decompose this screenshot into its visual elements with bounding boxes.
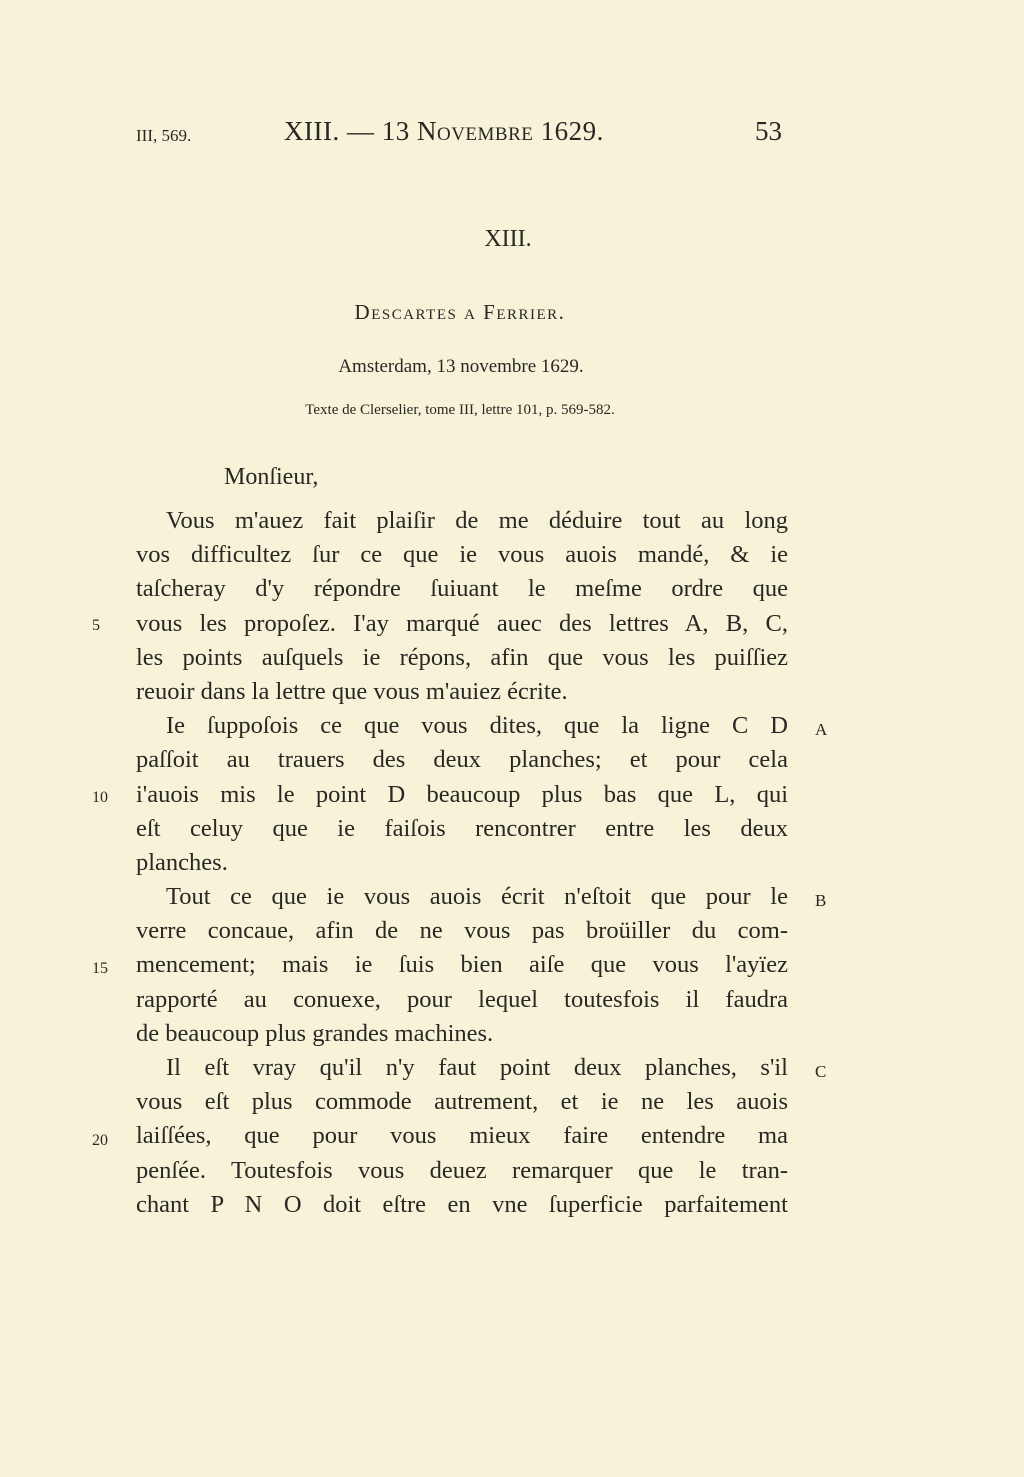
running-title-roman: XIII. <box>284 116 340 146</box>
line-number: 15 <box>92 960 108 977</box>
page-number: 53 <box>755 116 782 146</box>
line-number: 5 <box>92 617 100 634</box>
running-title-dash: — <box>346 116 375 146</box>
running-title-year: 1629. <box>540 116 604 146</box>
running-head <box>136 116 788 156</box>
body-line: les points auſquels ie répons, afin que vous les puiſſiez <box>136 643 788 671</box>
letter-dateline: Amsterdam, 13 novembre 1629. <box>338 356 584 377</box>
source-reference: III, 569. <box>136 126 192 145</box>
margin-note-a: A <box>815 720 828 739</box>
margin-note-b: B <box>815 891 827 910</box>
body-line: laiſſées, que pour vous mieux faire entendre ma <box>136 1122 788 1150</box>
body-line: taſcheray d'y répondre ſuiuant le meſme ordre que <box>136 575 788 603</box>
body-line: de beaucoup plus grandes machines. <box>136 1019 494 1047</box>
body-line: chant P N O doit eſtre en vne ſuperficie parfaitement <box>136 1190 788 1218</box>
letter-source: Texte de Clerselier, tome III, lettre 101, p. 569-582. <box>305 402 615 418</box>
body-line: eſt celuy que ie faiſois rencontrer entre les deux <box>136 814 788 842</box>
letter-number <box>0 226 1024 253</box>
letter-body <box>136 504 788 1222</box>
body-line: Il eſt vray qu'il n'y faut point deux planches, s'il <box>166 1054 788 1081</box>
letter-salutation: Monſieur, <box>224 464 319 490</box>
body-line: vous les propoſez. I'ay marqué auec des lettres A, B, C, <box>136 609 788 637</box>
line-number: 20 <box>92 1132 108 1149</box>
body-line: vos difficultez ſur ce que ie vous auois mandé, & ie <box>136 541 788 569</box>
body-line: verre concaue, afin de ne vous pas broüiller du com- <box>136 917 788 945</box>
body-line: vous eſt plus commode autrement, et ie ne les auois <box>136 1088 788 1116</box>
body-line: paſſoit au trauers des deux planches; et pour cela <box>136 746 788 774</box>
body-line: planches. <box>136 848 228 876</box>
body-line: Tout ce que ie vous auois écrit n'eſtoit que pour le <box>166 883 788 911</box>
body-line: Ie ſuppoſois ce que vous dites, que la ligne C D <box>166 712 788 740</box>
body-line: i'auois mis le point D beaucoup plus bas que L, qui <box>136 780 788 808</box>
letter-number-text: XIII. <box>484 226 532 252</box>
body-line: rapporté au conuexe, pour lequel toutesfois il faudra <box>136 985 788 1013</box>
letter-title: Descartes a Ferrier. <box>354 300 566 324</box>
body-line: reuoir dans la lettre que vous m'auiez écrite. <box>136 677 568 705</box>
body-line: penſée. Toutesfois vous deuez remarquer que le tran- <box>136 1156 788 1184</box>
running-title <box>284 116 604 147</box>
body-line: mencement; mais ie ſuis bien aiſe que vous l'ayïez <box>136 951 788 979</box>
running-title-day: 13 <box>381 116 410 146</box>
body-line: Vous m'auez fait plaiſir de me déduire tout au long <box>166 507 788 534</box>
running-title-month: Novembre <box>416 116 534 146</box>
line-number: 10 <box>92 789 108 806</box>
margin-note-c: C <box>815 1062 827 1081</box>
